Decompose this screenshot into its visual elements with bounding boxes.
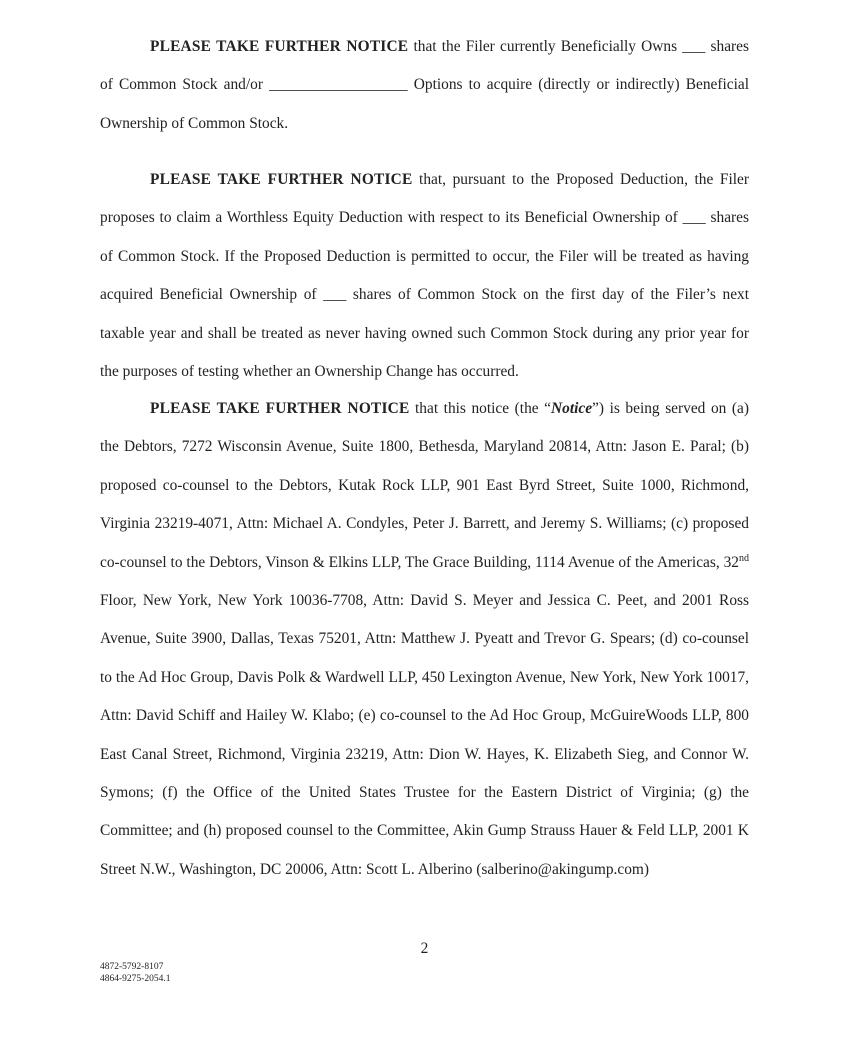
paragraph-text: that, pursuant to the Proposed Deduction, the Filer proposes to claim a Worthless Equity Deduction with respect to its Beneficial Ownership of ___ shares of Common Stock. If the Proposed Deduction is permitted to occur, the Filer will be treated as having acquired Beneficial Ownership of ___ shares of Common Stock on the first day of the Filer’s next taxable year and shall be treated as never having owned such Common Stock during any prior year for the purposes of testing whether an Ownership Change has occurred. (100, 171, 749, 381)
paragraph-text: that the Filer currently Beneficially Owns ___ shares of Common Stock and/or __________________ Options to acquire (directly or indirectly) Beneficial Ownership of Common Stock. (100, 38, 749, 132)
document-id-secondary: 4864-9275-2054.1 (100, 974, 171, 984)
paragraph-text: that this notice (the “ (409, 400, 552, 417)
further-notice-heading: PLEASE TAKE FURTHER NOTICE (150, 400, 410, 417)
further-notice-heading: PLEASE TAKE FURTHER NOTICE (150, 171, 413, 188)
defined-term-notice: Notice (551, 400, 593, 417)
paragraph-text: ”) is being served on (a) the Debtors, 7272 Wisconsin Avenue, Suite 1800, Bethesda, Maryland 20814, Attn: Jason E. Paral; (b) proposed co-counsel to the Debtors, Kutak Rock LLP, 901 East Byrd Street, Suite 1000, Richmond, Virginia 23219-4071, Attn: Michael A. Condyles, Peter J. Barrett, and Jeremy S. Williams; (c) proposed co-counsel to the Debtors, Vinson & Elkins LLP, The Grace Building, 1114 Avenue of the Americas, 32 (100, 400, 749, 571)
paragraph-text: Floor, New York, New York 10036-7708, Attn: David S. Meyer and Jessica C. Peet, and 2001 Ross Avenue, Suite 3900, Dallas, Texas 75201, Attn: Matthew J. Pyeatt and Trevor G. Spears; (d) co-counsel to the Ad Hoc Group, Davis Polk & Wardwell LLP, 450 Lexington Avenue, New York, New York 10017, Attn: David Schiff and Hailey W. Klabo; (e) co-counsel to the Ad Hoc Group, McGuireWoods LLP, 800 East Canal Street, Richmond, Virginia 23219, Attn: Dion W. Hayes, K. Elizabeth Sieg, and Connor W. Symons; (f) the Office of the United States Trustee for the Eastern District of Virginia; (g) the Committee; and (h) proposed counsel to the Committee, Akin Gump Strauss Hauer & Feld LLP, 2001 K Street N.W., Washington, DC 20006, Attn: Scott L. Alberino (salberino@akingump.com) (100, 592, 749, 878)
further-notice-heading: PLEASE TAKE FURTHER NOTICE (150, 38, 409, 55)
page-number: 2 (420, 940, 429, 957)
paragraph-service-list (100, 390, 749, 889)
document-identifiers (100, 961, 170, 985)
paragraph-filer-ownership (100, 28, 749, 143)
document-id-primary: 4872-5792-8107 (100, 962, 164, 972)
paragraph-proposed-deduction (100, 161, 749, 391)
ordinal-superscript: nd (739, 552, 749, 564)
